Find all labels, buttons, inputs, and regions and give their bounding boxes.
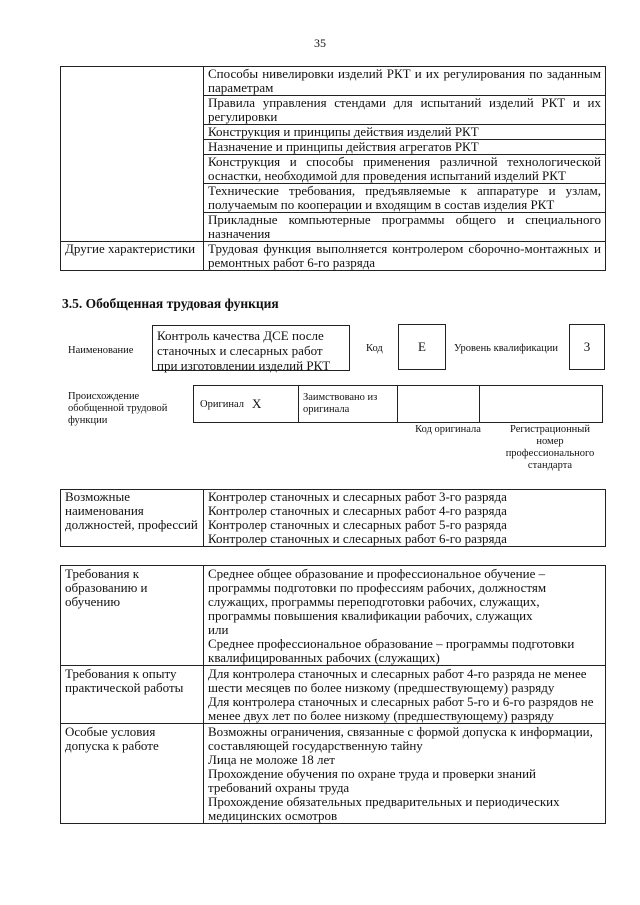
row-value: Правила управления стендами для испытаний изделий РКТ и их регулировки xyxy=(204,96,606,125)
code-label: Код xyxy=(366,343,383,354)
row-value: Конструкция и принципы действия изделий РКТ xyxy=(204,125,606,140)
list-item: Прохождение обучения по охране труда и проверки знаний требований охраны труда xyxy=(208,766,536,795)
reg-number-cell xyxy=(479,385,603,423)
code-original-label: Код оригинала xyxy=(415,424,481,435)
code-original-cell xyxy=(397,385,480,423)
row-label xyxy=(61,140,204,155)
borrowed-cell: Заимствовано из оригинала xyxy=(298,385,398,423)
row-label xyxy=(61,125,204,140)
list-item: Среднее профессиональное образование – программы подготовки квалифицированных рабочих (служащих) xyxy=(208,636,575,665)
list-item: Лица не моложе 18 лет xyxy=(208,752,335,767)
list-item: Для контролера станочных и слесарных работ 5-го и 6-го разрядов не менее двух лет по более низкому (предшествующему) разряду xyxy=(208,694,594,723)
list-item: Среднее общее образование и профессиональное обучение – программы подготовки по профессиям рабочих, должностям служащих, программы переподготовки рабочих, служащих, программы повышения квалификации рабочих, служащих xyxy=(208,566,547,623)
row-label xyxy=(61,213,204,242)
table-row xyxy=(61,490,606,547)
list-item: Контролер станочных и слесарных работ 3-го разряда xyxy=(208,489,507,504)
row-label xyxy=(61,184,204,213)
row-value: Прикладные компьютерные программы общего и специального назначения xyxy=(204,213,606,242)
page-number: 35 xyxy=(314,36,326,50)
table-row xyxy=(61,724,606,824)
positions-list xyxy=(204,490,606,547)
list-item: Контролер станочных и слесарных работ 4-го разряда xyxy=(208,503,507,518)
table-row xyxy=(61,184,606,213)
function-name-box: Контроль качества ДСЕ после станочных и слесарных работ при изготовлении изделий РКТ xyxy=(152,325,350,371)
qualification-level-label: Уровень квалификации xyxy=(454,343,559,354)
origin-row xyxy=(194,385,606,423)
original-cell xyxy=(193,385,299,423)
education-value xyxy=(204,566,606,666)
section-title: 3.5. Обобщенная трудовая функция xyxy=(62,296,279,311)
table-row xyxy=(61,125,606,140)
row-value: Технические требования, предъявляемые к аппаратуре и узлам, получаемым по кооперации и входящим в состав изделия РКТ xyxy=(204,184,606,213)
row-label xyxy=(61,155,204,184)
table-row xyxy=(61,242,606,271)
origin-label: Происхождение обобщенной трудовой функции xyxy=(68,391,168,426)
row-value: Назначение и принципы действия агрегатов РКТ xyxy=(204,140,606,155)
table-row xyxy=(61,140,606,155)
table-row xyxy=(61,566,606,666)
experience-label: Требования к опыту практической работы xyxy=(61,666,204,724)
table-row xyxy=(61,96,606,125)
reg-number-label: Регистрационный номер профессионального стандарта xyxy=(505,424,595,471)
special-conditions-value xyxy=(204,724,606,824)
name-label: Наименование xyxy=(68,345,134,356)
experience-value xyxy=(204,666,606,724)
row-label xyxy=(61,67,204,96)
code-box: E xyxy=(398,324,446,370)
table-row xyxy=(61,213,606,242)
knowledge-table xyxy=(60,66,606,271)
list-item: Контролер станочных и слесарных работ 5-го разряда xyxy=(208,517,507,532)
qualification-level-box: 3 xyxy=(569,324,605,370)
row-label: Другие характеристики xyxy=(61,242,204,271)
list-item: Возможны ограничения, связанные с формой допуска к информации, составляющей государственную тайну xyxy=(208,724,593,753)
requirements-table xyxy=(60,565,606,824)
row-value: Конструкция и способы применения различной технологической оснастки, необходимой для проведения испытаний изделий РКТ xyxy=(204,155,606,184)
row-value: Трудовая функция выполняется контролером сборочно-монтажных и ремонтных работ 6-го разряда xyxy=(204,242,606,271)
table-row xyxy=(61,666,606,724)
row-value: Способы нивелировки изделий РКТ и их регулирования по заданным параметрам xyxy=(204,67,606,96)
special-conditions-label: Особые условия допуска к работе xyxy=(61,724,204,824)
positions-label: Возможные наименования должностей, профессий xyxy=(61,490,204,547)
original-mark: X xyxy=(252,396,262,411)
list-item: Для контролера станочных и слесарных работ 4-го разряда не менее шести месяцев по более низкому (предшествующему) разряду xyxy=(208,666,587,695)
list-item: Прохождение обязательных предварительных и периодических медицинских осмотров xyxy=(208,794,560,823)
table-row xyxy=(61,155,606,184)
row-label xyxy=(61,96,204,125)
education-label: Требования к образованию и обучению xyxy=(61,566,204,666)
list-item: или xyxy=(208,622,229,637)
list-item: Контролер станочных и слесарных работ 6-го разряда xyxy=(208,531,507,546)
positions-table xyxy=(60,489,606,547)
table-row xyxy=(61,67,606,96)
original-label: Оригинал xyxy=(200,398,244,410)
